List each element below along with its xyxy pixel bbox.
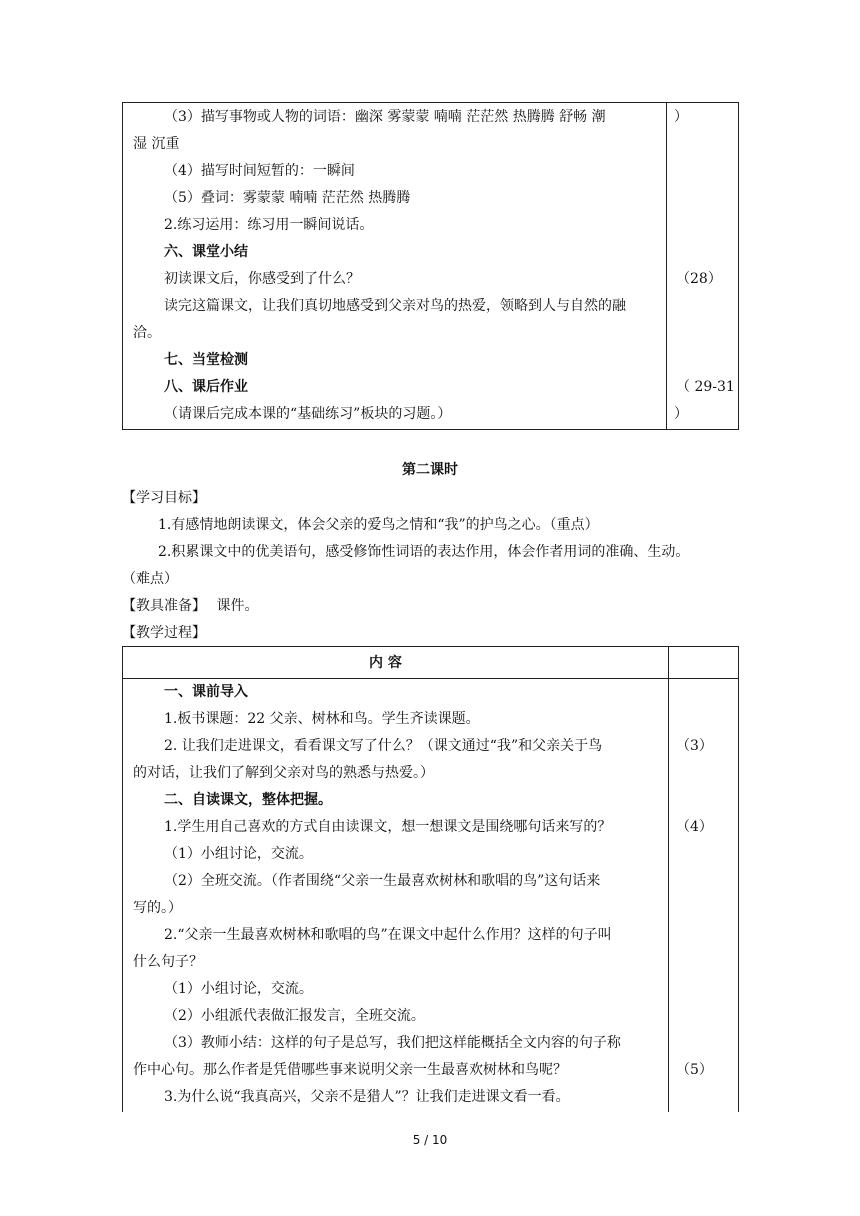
time-note: （28） xyxy=(676,271,722,287)
time-note: （ 29-31 xyxy=(676,379,735,395)
table1-line: 湿 沉重 xyxy=(133,136,180,152)
table2-line: 的对话，让我们了解到父亲对鸟的熟悉与热爱。） xyxy=(133,765,434,781)
table2-line: 2.“父亲一生最喜欢树林和歌唱的鸟”在课文中起什么作用？这样的句子叫 xyxy=(164,927,612,943)
tools-section xyxy=(122,596,258,616)
table1-line: 读完这篇课文，让我们真切地感受到父亲对鸟的热爱，领略到人与自然的融 xyxy=(164,298,626,314)
objective-item: 1.有感情地朗读课文，体会父亲的爱鸟之情和“我”的护鸟之心。（重点） xyxy=(158,517,599,533)
time-note: （4） xyxy=(676,819,713,835)
time-note: ） xyxy=(674,406,688,422)
table2-line: 什么句子？ xyxy=(133,954,203,970)
table2-line: 1.板书课题：22 父亲、树林和鸟。学生齐读课题。 xyxy=(164,711,480,727)
table2-line: （3）教师小结：这样的句子是总写，我们把这样能概括全文内容的句子称 xyxy=(164,1035,621,1051)
table1-line: 2.练习运用：练习用一瞬间说话。 xyxy=(164,217,374,233)
table2-header: 内 容 xyxy=(369,655,402,671)
objective-item: （难点） xyxy=(122,571,178,587)
table1-line: （5）叠词：雾蒙蒙 喃喃 茫茫然 热腾腾 xyxy=(164,190,411,206)
process-heading: 【教学过程】 xyxy=(122,625,206,641)
time-note: （5） xyxy=(676,1062,713,1078)
time-note: ） xyxy=(674,109,688,125)
page-number: 5 / 10 xyxy=(412,1133,448,1147)
table1-line: （4）描写时间短暂的：一瞬间 xyxy=(164,163,355,179)
section-heading: 七、当堂检测 xyxy=(164,352,248,368)
table1-line: 洽。 xyxy=(133,325,161,341)
table1-line: 初读课文后，你感受到了什么？ xyxy=(164,271,360,287)
table2-line: 3.为什么说“我真高兴，父亲不是猎人”？让我们走进课文看一看。 xyxy=(164,1089,570,1105)
section-heading: 六、课堂小结 xyxy=(164,244,248,260)
table1-line: （3）描写事物或人物的词语：幽深 雾蒙蒙 喃喃 茫茫然 热腾腾 舒畅 潮 xyxy=(164,109,606,125)
table2-line: 1.学生用自己喜欢的方式自由读课文，想一想课文是围绕哪句话来写的？ xyxy=(164,819,612,835)
objective-item: 2.积累课文中的优美语句，感受修饰性词语的表达作用，体会作者用词的准确、生动。 xyxy=(158,544,690,560)
table2-line: （2）全班交流。（作者围绕“父亲一生最喜欢树林和歌唱的鸟”这句话来 xyxy=(164,873,601,889)
table2-line: 作中心句。那么作者是凭借哪些事来说明父亲一生最喜欢树林和鸟呢？ xyxy=(133,1062,567,1078)
time-note: （3） xyxy=(676,738,713,754)
column-divider xyxy=(668,647,669,1112)
table2-line: 写的。） xyxy=(133,900,182,916)
table2-line: 2. 让我们走进课文，看看课文写了什么？（课文通过“我”和父亲关于鸟 xyxy=(164,738,603,754)
lesson-title: 第二课时 xyxy=(402,462,458,478)
column-divider xyxy=(666,103,667,429)
tools-value: 课件。 xyxy=(216,598,259,614)
section-heading: 一、课前导入 xyxy=(164,684,248,700)
objectives-heading: 【学习目标】 xyxy=(122,490,206,506)
tools-heading: 【教具准备】 xyxy=(122,598,206,614)
table2-line: （2）小组派代表做汇报发言，全班交流。 xyxy=(164,1008,425,1024)
header-divider xyxy=(123,678,738,679)
section-heading: 二、自读课文，整体把握。 xyxy=(164,792,332,808)
section-heading: 八、课后作业 xyxy=(164,379,248,395)
table1-line: （请课后完成本课的“基础练习”板块的习题。） xyxy=(164,406,452,422)
table2-line: （1）小组讨论，交流。 xyxy=(164,846,313,862)
table2-line: （1）小组讨论，交流。 xyxy=(164,981,313,997)
